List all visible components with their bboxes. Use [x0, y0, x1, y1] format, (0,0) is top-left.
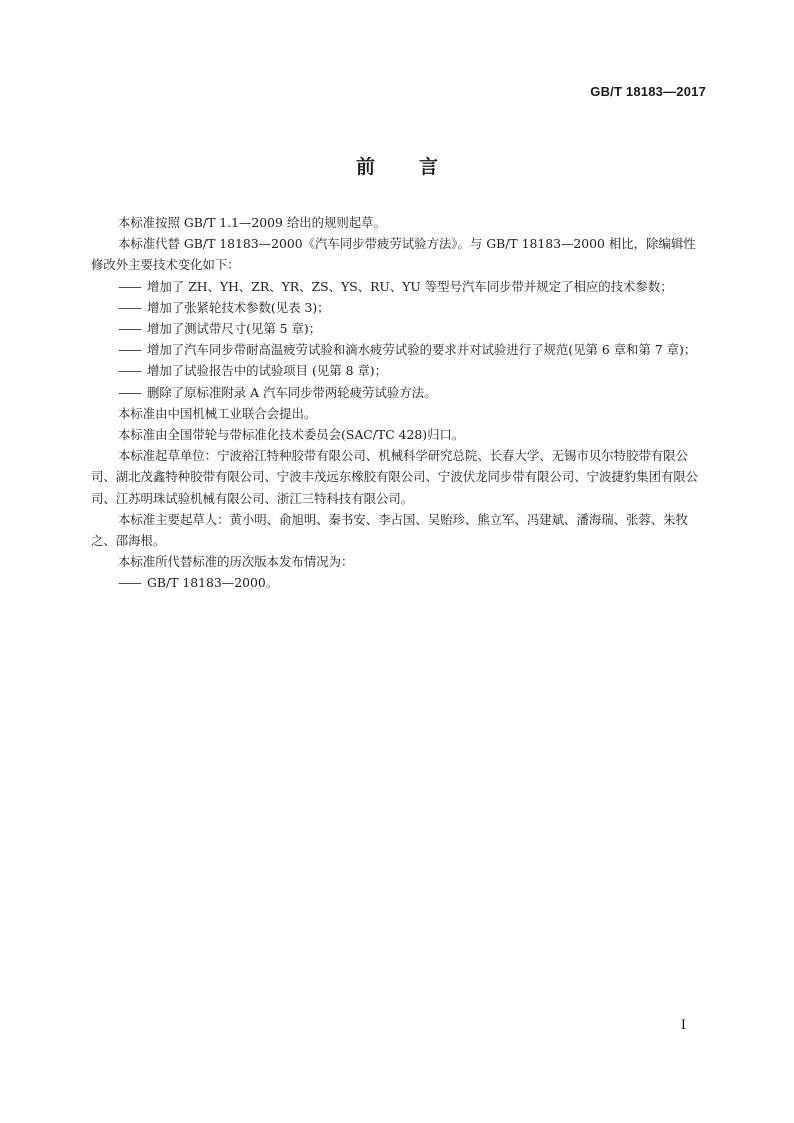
- change-item: [118, 276, 706, 297]
- dash-marker: ——: [118, 321, 141, 337]
- paragraph-drafting-rules: [118, 212, 706, 233]
- paragraph-text: 本标准由中国机械工业联合会提出。: [118, 405, 317, 421]
- paragraph-drafters: [91, 509, 706, 551]
- paragraph-proposed-by: [118, 403, 706, 424]
- page-number: I: [680, 1018, 686, 1033]
- dash-marker: ——: [118, 342, 141, 358]
- change-item: [118, 360, 706, 381]
- change-text: 增加了张紧轮技术参数(见表 3)；: [147, 299, 330, 315]
- change-text: 增加了试验报告中的试验项目 (见第 8 章)；: [147, 363, 388, 379]
- standard-code: GB/T 18183—2017: [590, 84, 706, 99]
- paragraph-text: 本标准由全国带轮与带标准化技术委员会(SAC/TC 428)归口。: [118, 427, 465, 443]
- change-text: 增加了汽车同步带耐高温疲劳试验和滴水疲劳试验的要求并对试验进行了规范(见第 6 章和第 7 章)；: [147, 342, 697, 358]
- history-text: GB/T 18183—2000。: [147, 575, 279, 591]
- history-item: [118, 572, 706, 593]
- paragraph-history-intro: [118, 551, 706, 572]
- paragraph-centralized-by: [118, 424, 706, 445]
- change-text: 增加了测试带尺寸(见第 5 章)；: [147, 321, 322, 337]
- change-text: 删除了原标准附录 A 汽车同步带两轮疲劳试验方法。: [147, 384, 437, 400]
- dash-marker: ——: [118, 278, 141, 294]
- change-item: [118, 318, 706, 339]
- change-item: [118, 382, 706, 403]
- paragraph-text: 本标准按照 GB/T 1.1—2009 给出的规则起草。: [118, 215, 386, 230]
- dash-marker: ——: [118, 299, 141, 315]
- change-item: [118, 339, 706, 360]
- change-text: 增加了 ZH、YH、ZR、YR、ZS、YS、RU、YU 等型号汽车同步带并规定了相应的技术参数；: [147, 278, 673, 294]
- foreword-body: [91, 212, 706, 594]
- change-item: [118, 297, 706, 318]
- dash-marker: ——: [118, 575, 141, 591]
- dash-marker: ——: [118, 363, 141, 379]
- page-title: 前言: [355, 156, 482, 178]
- paragraph-text: 本标准代替 GB/T 18183—2000《汽车同步带疲劳试验方法》。与 GB/T 18183—2000 相比，除编辑性修改外主要技术变化如下：: [91, 236, 696, 273]
- dash-marker: ——: [118, 384, 141, 400]
- paragraph-text: 本标准所代替标准的历次版本发布情况为：: [118, 554, 354, 570]
- paragraph-text: 本标准起草单位：宁波裕江特种胶带有限公司、机械科学研究总院、长春大学、无锡市贝尔特胶带有限公司、湖北茂鑫特种胶带有限公司、宁波丰茂远东橡胶有限公司、宁波伏龙同步带有限公司、宁波捷豹集团有限公司、江苏明珠试验机械有限公司、浙江三特科技有限公司。: [91, 448, 699, 506]
- paragraph-replaces: [91, 233, 706, 275]
- paragraph-text: 本标准主要起草人：黄小明、俞旭明、秦书安、李占国、吴贻珍、熊立军、冯建斌、潘海瑞、张蓉、朱牧之、邵海根。: [91, 511, 688, 549]
- paragraph-drafting-units: [91, 445, 706, 509]
